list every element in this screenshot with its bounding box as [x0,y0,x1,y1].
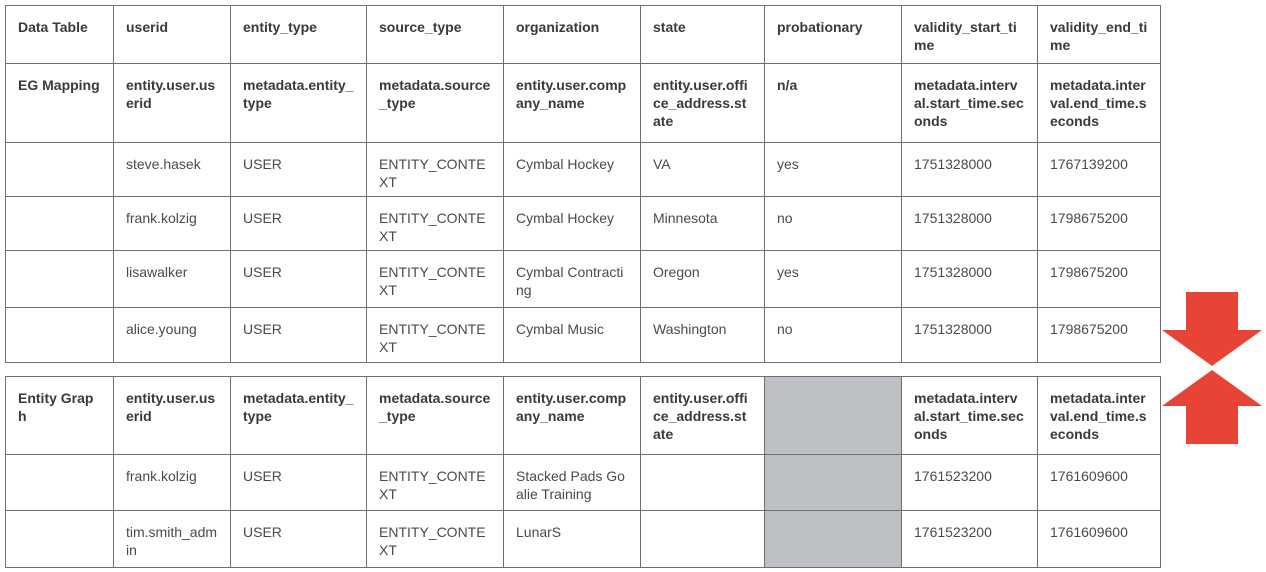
table-cell [6,251,114,308]
table-cell: VA [641,143,765,197]
table-cell [6,308,114,363]
table-cell: Cymbal Hockey [504,197,641,251]
arrow-down-icon [1162,292,1262,366]
table-cell: 1751328000 [902,197,1038,251]
mapping-cell: metadata.source_type [367,64,504,143]
header-cell: metadata.interval.end_time.seconds [1038,377,1161,455]
header-cell: entity.user.office_address.state [641,377,765,455]
grayed-cell [765,377,902,455]
table-cell [641,511,765,568]
table-cell: 1751328000 [902,308,1038,363]
table-cell: no [765,197,902,251]
table-cell: ENTITY_CONTEXT [367,455,504,511]
table-cell: ENTITY_CONTEXT [367,197,504,251]
table-cell [6,197,114,251]
mapping-cell: metadata.interval.start_time.seconds [902,64,1038,143]
table-cell [6,511,114,568]
table-cell: Cymbal Contracting [504,251,641,308]
table-cell: USER [231,455,367,511]
header-cell: entity.user.company_name [504,377,641,455]
arrow-up-icon [1162,370,1262,444]
table-row [6,251,1161,308]
table-cell: yes [765,251,902,308]
table-cell: tim.smith_admin [114,511,231,568]
grayed-cell [765,511,902,568]
table-cell [6,455,114,511]
header-cell: Entity Graph [6,377,114,455]
table-cell: Minnesota [641,197,765,251]
table-cell [641,455,765,511]
mapping-cell: EG Mapping [6,64,114,143]
table-cell: USER [231,143,367,197]
data-table-mapping [5,5,1161,363]
table-cell: 1761523200 [902,455,1038,511]
table-cell: 1761609600 [1038,455,1161,511]
table-cell: ENTITY_CONTEXT [367,511,504,568]
table-row [6,455,1161,511]
mapping-cell: entity.user.office_address.state [641,64,765,143]
table-cell: ENTITY_CONTEXT [367,251,504,308]
table-cell: LunarS [504,511,641,568]
table-cell: USER [231,511,367,568]
mapping-cell: metadata.interval.end_time.seconds [1038,64,1161,143]
header-cell: organization [504,6,641,64]
table-cell: yes [765,143,902,197]
table-cell: no [765,308,902,363]
header-row [6,377,1161,455]
table-cell: 1798675200 [1038,251,1161,308]
header-cell: source_type [367,6,504,64]
mapping-row [6,64,1161,143]
header-cell: validity_end_time [1038,6,1161,64]
entity-graph-table [5,376,1161,568]
header-row [6,6,1161,64]
table-cell: alice.young [114,308,231,363]
table-cell: 1798675200 [1038,197,1161,251]
table-cell: steve.hasek [114,143,231,197]
table-row [6,143,1161,197]
table-cell: frank.kolzig [114,455,231,511]
header-cell: userid [114,6,231,64]
table-row [6,308,1161,363]
table-row [6,511,1161,568]
table-cell: Washington [641,308,765,363]
table-cell: USER [231,251,367,308]
mapping-cell: entity.user.company_name [504,64,641,143]
merge-arrows [1158,292,1266,444]
table-cell: 1761523200 [902,511,1038,568]
table-cell: Cymbal Hockey [504,143,641,197]
table-cell: lisawalker [114,251,231,308]
header-cell: metadata.interval.start_time.seconds [902,377,1038,455]
table-cell: Cymbal Music [504,308,641,363]
mapping-cell: metadata.entity_type [231,64,367,143]
table-cell: Oregon [641,251,765,308]
table-cell: 1751328000 [902,251,1038,308]
table-cell: 1767139200 [1038,143,1161,197]
table-cell: Stacked Pads Goalie Training [504,455,641,511]
table-row [6,197,1161,251]
table-cell: USER [231,308,367,363]
table-cell: frank.kolzig [114,197,231,251]
grayed-cell [765,455,902,511]
table-cell: 1751328000 [902,143,1038,197]
header-cell: validity_start_time [902,6,1038,64]
table-cell: 1798675200 [1038,308,1161,363]
table-cell [6,143,114,197]
table-cell: 1761609600 [1038,511,1161,568]
header-cell: metadata.entity_type [231,377,367,455]
mapping-cell: n/a [765,64,902,143]
header-cell: metadata.source_type [367,377,504,455]
header-cell: entity.user.userid [114,377,231,455]
header-cell: Data Table [6,6,114,64]
table-cell: USER [231,197,367,251]
mapping-cell: entity.user.userid [114,64,231,143]
table-cell: ENTITY_CONTEXT [367,143,504,197]
header-cell: state [641,6,765,64]
table-cell: ENTITY_CONTEXT [367,308,504,363]
header-cell: probationary [765,6,902,64]
header-cell: entity_type [231,6,367,64]
